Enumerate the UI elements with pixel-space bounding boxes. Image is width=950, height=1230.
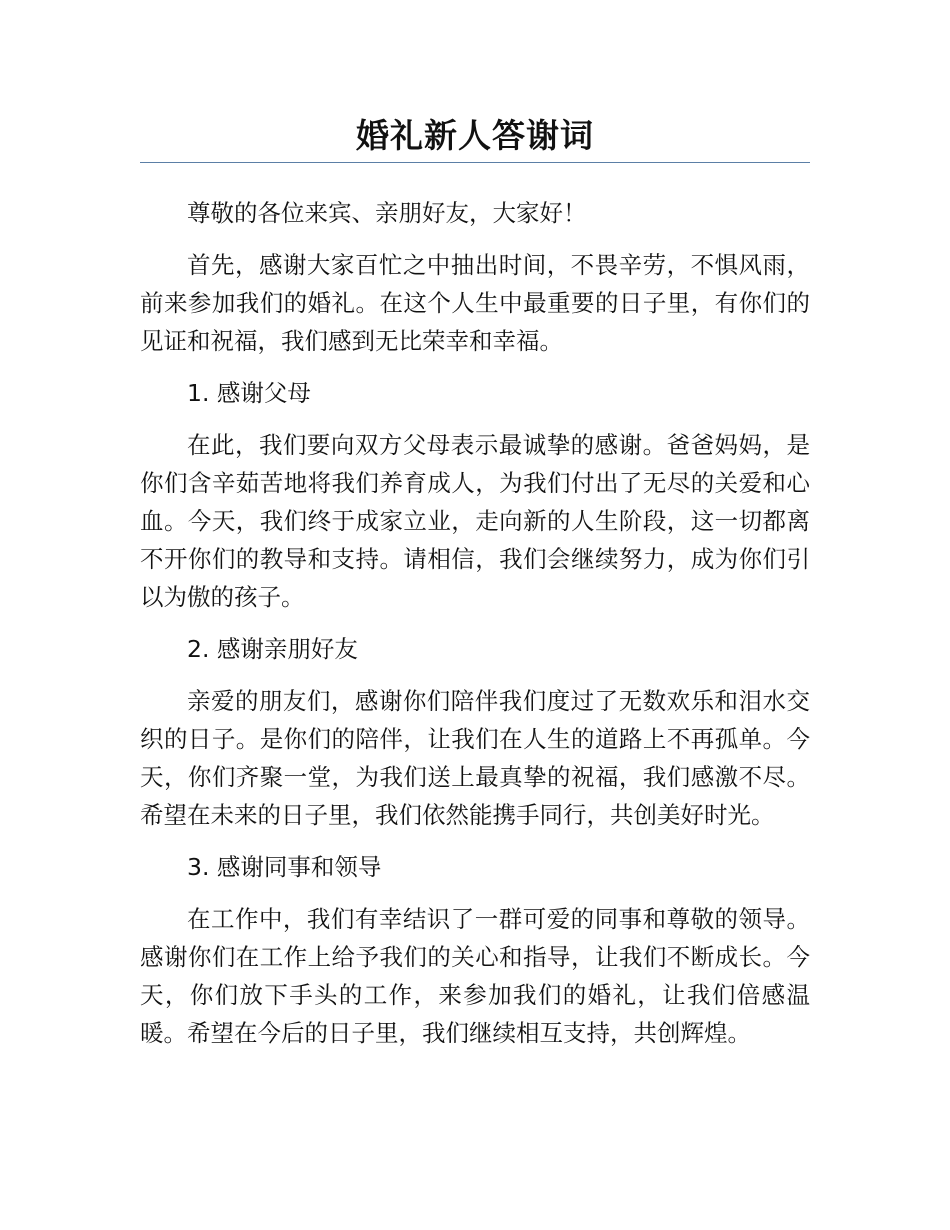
section-text-parents: 在此，我们要向双方父母表示最诚挚的感谢。爸爸妈妈，是你们含辛茹苦地将我们养育成人，为我们付出了无尽的关爱和心血。今天，我们终于成家立业，走向新的人生阶段，这一切都离不开你们的教导和支持。请相信，我们会继续努力，成为你们引以为傲的孩子。: [140, 431, 810, 611]
section-text-colleagues: 在工作中，我们有幸结识了一群可爱的同事和尊敬的领导。感谢你们在工作上给予我们的关心和指导，让我们不断成长。今天，你们放下手头的工作，来参加我们的婚礼，让我们倍感温暖。希望在今后的日子里，我们继续相互支持，共创辉煌。: [140, 905, 810, 1047]
document-page: [140, 112, 810, 1066]
intro-paragraph: 首先，感谢大家百忙之中抽出时间，不畏辛劳，不惧风雨，前来参加我们的婚礼。在这个人生中最重要的日子里，有你们的见证和祝福，我们感到无比荣幸和幸福。: [140, 251, 810, 355]
section-heading-parents: 1. 感谢父母: [187, 379, 311, 407]
section-heading-colleagues: 3. 感谢同事和领导: [187, 853, 382, 881]
section-text-friends: 亲爱的朋友们，感谢你们陪伴我们度过了无数欢乐和泪水交织的日子。是你们的陪伴，让我们在人生的道路上不再孤单。今天，你们齐聚一堂，为我们送上最真挚的祝福，我们感激不尽。希望在未来的日子里，我们依然能携手同行，共创美好时光。: [140, 687, 810, 829]
section-heading-friends: 2. 感谢亲朋好友: [187, 635, 358, 663]
document-title: 婚礼新人答谢词: [140, 112, 810, 163]
greeting-paragraph: 尊敬的各位来宾、亲朋好友，大家好！: [187, 199, 587, 227]
document-body: [140, 194, 810, 1052]
